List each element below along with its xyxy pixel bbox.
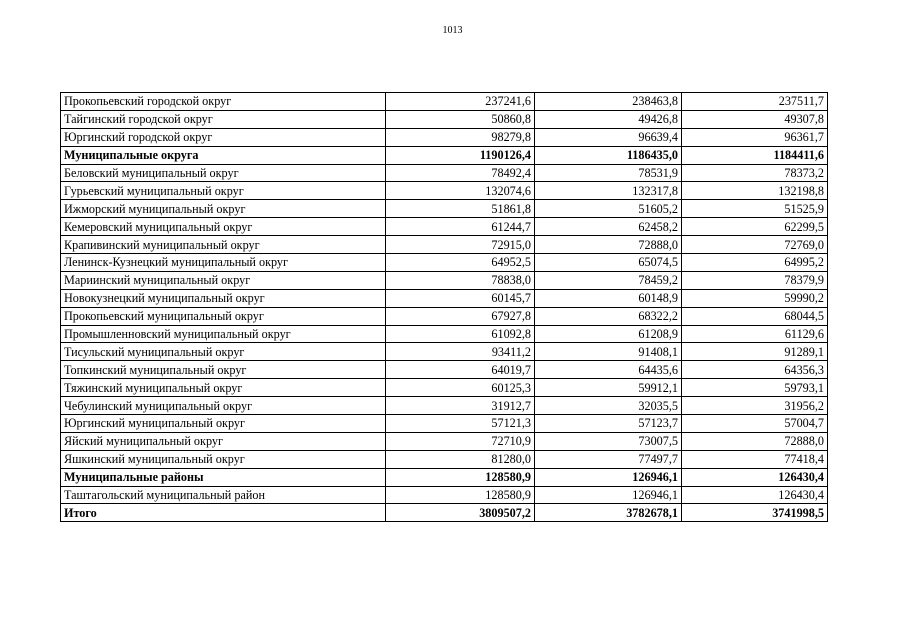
value-cell-3: 78373,2 [682,164,828,182]
value-cell-1: 98279,8 [386,128,535,146]
value-cell-3: 1184411,6 [682,146,828,164]
value-cell-2: 32035,5 [535,397,682,415]
value-cell-1: 93411,2 [386,343,535,361]
value-cell-1: 64019,7 [386,361,535,379]
value-cell-1: 72915,0 [386,236,535,254]
value-cell-2: 3782678,1 [535,504,682,522]
table-row [61,164,828,182]
table-row-total [61,146,828,164]
value-cell-1: 60145,7 [386,289,535,307]
value-cell-3: 68044,5 [682,307,828,325]
value-cell-1: 50860,8 [386,110,535,128]
value-cell-3: 72769,0 [682,236,828,254]
table-row [61,182,828,200]
value-cell-3: 61129,6 [682,325,828,343]
table-row [61,200,828,218]
table-row [61,415,828,433]
row-name-cell: Прокопьевский муниципальный округ [61,307,386,325]
table-row [61,325,828,343]
row-name-cell: Итого [61,504,386,522]
value-cell-3: 72888,0 [682,432,828,450]
table-row [61,289,828,307]
row-name-cell: Мариинский муниципальный округ [61,271,386,289]
table-row [61,271,828,289]
value-cell-1: 78492,4 [386,164,535,182]
value-cell-1: 61244,7 [386,218,535,236]
table-body [61,93,828,522]
table-row [61,343,828,361]
value-cell-3: 51525,9 [682,200,828,218]
value-cell-1: 51861,8 [386,200,535,218]
value-cell-3: 237511,7 [682,93,828,111]
table-row [61,218,828,236]
value-cell-2: 59912,1 [535,379,682,397]
row-name-cell: Яшкинский муниципальный округ [61,450,386,468]
value-cell-3: 31956,2 [682,397,828,415]
value-cell-2: 77497,7 [535,450,682,468]
row-name-cell: Тисульский муниципальный округ [61,343,386,361]
value-cell-3: 78379,9 [682,271,828,289]
value-cell-3: 3741998,5 [682,504,828,522]
value-cell-1: 132074,6 [386,182,535,200]
page-number: 1013 [442,25,463,36]
row-name-cell: Тайгинский городской округ [61,110,386,128]
row-name-cell: Таштагольский муниципальный район [61,486,386,504]
row-name-cell: Беловский муниципальный округ [61,164,386,182]
row-name-cell: Промышленновский муниципальный округ [61,325,386,343]
value-cell-2: 57123,7 [535,415,682,433]
value-cell-2: 64435,6 [535,361,682,379]
value-cell-3: 64356,3 [682,361,828,379]
value-cell-1: 64952,5 [386,254,535,272]
table-row-total [61,504,828,522]
value-cell-2: 72888,0 [535,236,682,254]
value-cell-2: 60148,9 [535,289,682,307]
value-cell-3: 59990,2 [682,289,828,307]
table-row [61,432,828,450]
row-name-cell: Новокузнецкий муниципальный округ [61,289,386,307]
value-cell-1: 31912,7 [386,397,535,415]
row-name-cell: Ижморский муниципальный округ [61,200,386,218]
row-name-cell: Юргинский городской округ [61,128,386,146]
row-name-cell: Юргинский муниципальный округ [61,415,386,433]
value-cell-1: 60125,3 [386,379,535,397]
row-name-cell: Кемеровский муниципальный округ [61,218,386,236]
value-cell-3: 126430,4 [682,486,828,504]
value-cell-2: 62458,2 [535,218,682,236]
value-cell-2: 65074,5 [535,254,682,272]
table-row [61,236,828,254]
value-cell-2: 49426,8 [535,110,682,128]
value-cell-1: 128580,9 [386,468,535,486]
value-cell-1: 72710,9 [386,432,535,450]
budget-table [60,92,828,522]
value-cell-2: 238463,8 [535,93,682,111]
value-cell-3: 91289,1 [682,343,828,361]
table-row [61,307,828,325]
value-cell-1: 81280,0 [386,450,535,468]
row-name-cell: Чебулинский муниципальный округ [61,397,386,415]
value-cell-2: 96639,4 [535,128,682,146]
value-cell-1: 61092,8 [386,325,535,343]
value-cell-3: 132198,8 [682,182,828,200]
value-cell-1: 3809507,2 [386,504,535,522]
value-cell-1: 1190126,4 [386,146,535,164]
value-cell-2: 78531,9 [535,164,682,182]
table-row [61,397,828,415]
value-cell-2: 73007,5 [535,432,682,450]
value-cell-3: 64995,2 [682,254,828,272]
value-cell-1: 78838,0 [386,271,535,289]
table-row [61,93,828,111]
table-row [61,450,828,468]
value-cell-1: 57121,3 [386,415,535,433]
value-cell-3: 126430,4 [682,468,828,486]
row-name-cell: Топкинский муниципальный округ [61,361,386,379]
row-name-cell: Ленинск-Кузнецкий муниципальный округ [61,254,386,272]
value-cell-3: 96361,7 [682,128,828,146]
value-cell-2: 78459,2 [535,271,682,289]
value-cell-2: 126946,1 [535,468,682,486]
table-row [61,379,828,397]
value-cell-2: 68322,2 [535,307,682,325]
row-name-cell: Крапивинский муниципальный округ [61,236,386,254]
value-cell-3: 57004,7 [682,415,828,433]
value-cell-2: 1186435,0 [535,146,682,164]
table-row [61,361,828,379]
value-cell-3: 77418,4 [682,450,828,468]
value-cell-3: 49307,8 [682,110,828,128]
table-row [61,128,828,146]
value-cell-3: 59793,1 [682,379,828,397]
value-cell-2: 126946,1 [535,486,682,504]
value-cell-3: 62299,5 [682,218,828,236]
row-name-cell: Муниципальные районы [61,468,386,486]
value-cell-1: 128580,9 [386,486,535,504]
row-name-cell: Яйский муниципальный округ [61,432,386,450]
table-row [61,110,828,128]
row-name-cell: Прокопьевский городской округ [61,93,386,111]
table-row [61,486,828,504]
value-cell-2: 61208,9 [535,325,682,343]
row-name-cell: Гурьевский муниципальный округ [61,182,386,200]
row-name-cell: Муниципальные округа [61,146,386,164]
value-cell-2: 51605,2 [535,200,682,218]
value-cell-2: 91408,1 [535,343,682,361]
value-cell-1: 67927,8 [386,307,535,325]
row-name-cell: Тяжинский муниципальный округ [61,379,386,397]
value-cell-2: 132317,8 [535,182,682,200]
table-row [61,254,828,272]
value-cell-1: 237241,6 [386,93,535,111]
table-row-total [61,468,828,486]
